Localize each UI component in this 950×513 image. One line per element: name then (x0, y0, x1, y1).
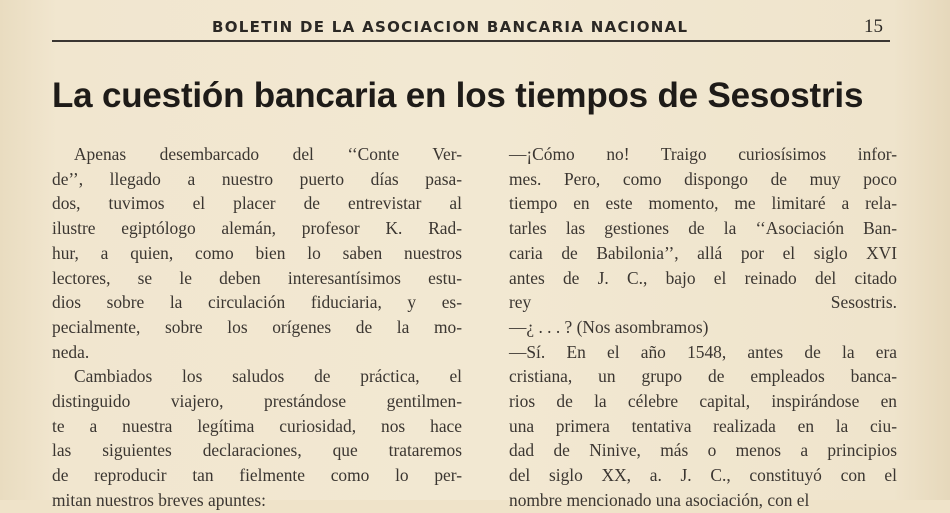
text-line: nombre mencionado una asociación, con el (509, 489, 810, 510)
text-line: Apenas desembarcado del ‘‘Conte Ver- (74, 144, 462, 164)
page-number: 15 (864, 16, 883, 37)
text-line: tiempo en este momento, me limitaré a rela- (509, 193, 897, 214)
right-paragraph-2 (509, 315, 897, 340)
text-line: caria de Babilonia’’, allá por el siglo XVI (509, 242, 897, 263)
right-paragraph-3 (509, 340, 897, 513)
text-line: neda. (52, 341, 90, 362)
text-line: del siglo XX, a. J. C., constituyó con el (509, 465, 897, 486)
text-line: una primera tentativa realizada en la ciu- (509, 415, 897, 436)
right-column (509, 142, 897, 513)
text-line: las siguientes declaraciones, que trataremos (52, 440, 462, 461)
left-paragraph-1 (52, 142, 462, 364)
article-title: La cuestión bancaria en los tiempos de Sesostris (52, 76, 864, 115)
text-line: dad de Ninive, más o menos a principios (509, 440, 897, 461)
text-line: te a nuestra legítima curiosidad, nos hace (52, 415, 462, 436)
right-paragraph-1 (509, 142, 897, 315)
text-line: Cambiados los saludos de práctica, el (74, 366, 462, 387)
text-line: tarles las gestiones de la ‘‘Asociación Ban- (509, 218, 897, 239)
text-line: mes. Pero, como dispongo de muy poco (509, 168, 897, 189)
text-line: antes de J. C., bajo el reinado del citado (509, 267, 897, 288)
text-line: hur, a quien, como bien lo saben nuestros (52, 242, 462, 263)
header-rule (52, 40, 890, 42)
text-line: rios de la célebre capital, inspirándose en (509, 391, 897, 412)
text-line: cristiana, un grupo de empleados banca- (509, 366, 897, 387)
text-line: —Sí. En el año 1548, antes de la era (509, 341, 897, 362)
left-column (52, 142, 462, 513)
text-line: lectores, se le deben interesantísimos estu- (52, 267, 462, 288)
left-paragraph-2 (52, 364, 462, 512)
text-line: —¡Cómo no! Traigo curiosísimos infor- (509, 144, 897, 164)
running-title: BOLETIN DE LA ASOCIACION BANCARIA NACIONAL (212, 18, 689, 36)
text-line: distinguido viajero, prestándose gentilmen- (52, 391, 462, 412)
text-line: ilustre egiptólogo alemán, profesor K. Rad- (52, 218, 462, 239)
text-line: dos, tuvimos el placer de entrevistar al (52, 193, 462, 214)
text-line: dios sobre la circulación fiduciaria, y es- (52, 292, 462, 313)
text-line: de reproducir tan fielmente como lo per- (52, 465, 462, 486)
text-line: —¿ . . . ? (Nos asombramos) (509, 316, 709, 337)
text-line: mitan nuestros breves apuntes: (52, 489, 266, 510)
text-line: pecialmente, sobre los orígenes de la mo- (52, 316, 462, 337)
text-line: de’’, llegado a nuestro puerto días pasa- (52, 168, 462, 189)
text-line: rey Sesostris. (509, 292, 897, 313)
